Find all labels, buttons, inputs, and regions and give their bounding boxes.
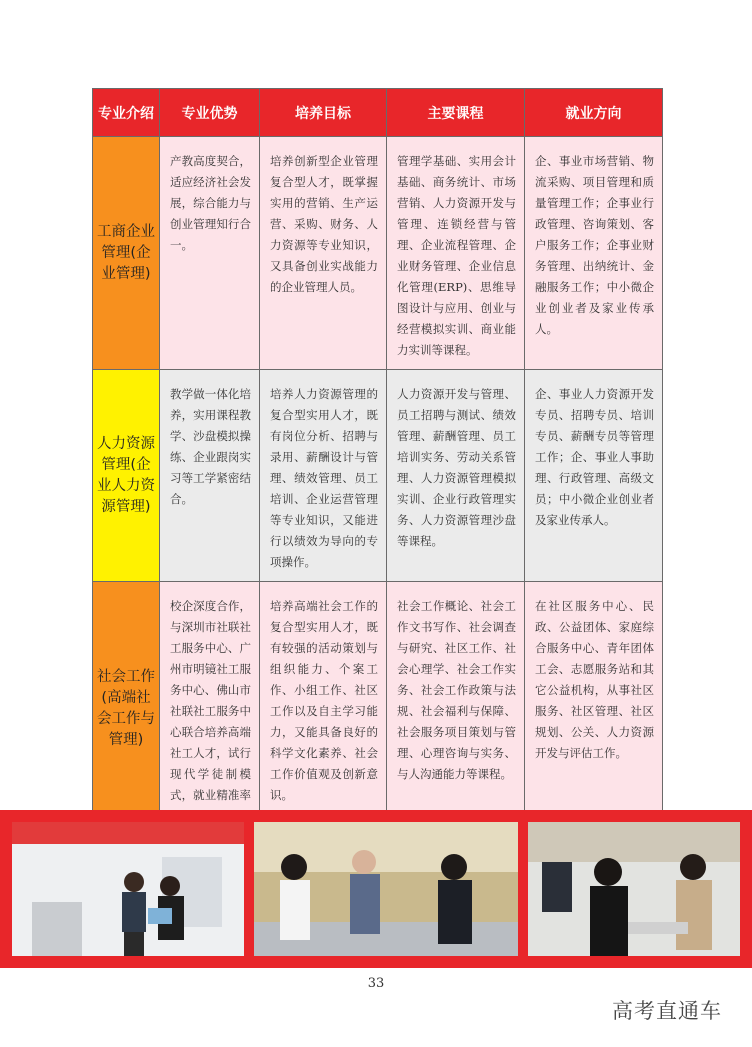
header-cell: 就业方向 bbox=[525, 89, 663, 137]
majors-table bbox=[92, 88, 663, 836]
advantage-text: 校企深度合作，与深圳市社联社工服务中心、广州市明镜社工服务中心、佛山市社联社工服务中心联合培养高端社工人才，试行现代学徒制模式，就业精准率 bbox=[170, 599, 251, 802]
table-header-row bbox=[93, 89, 663, 137]
courses-text: 人力资源开发与管理、员工招聘与测试、绩效管理、薪酬管理、员工培训实务、劳动关系管理、人力资源管理模拟实训、企业行政管理实务、人力资源管理沙盘等课程。 bbox=[397, 387, 516, 548]
header-cell: 专业介绍 bbox=[93, 89, 160, 137]
courses-text: 社会工作概论、社会工作文书写作、社会调查与研究、社区工作、社会心理学、社会工作实务、社会工作政策与法规、社会福利与保障、社会服务项目策划与管理、心理咨询与实务、与人沟通能力等课程。 bbox=[397, 599, 516, 781]
major-name: 人力资源管理(企业人力资源管理) bbox=[93, 370, 160, 582]
photo-meeting bbox=[254, 822, 518, 956]
goal-text: 培养创新型企业管理复合型人才，既掌握实用的营销、生产运营、采购、财务、人力资源等专业知识，又具备创业实战能力的企业管理人员。 bbox=[270, 154, 378, 294]
header-cell: 专业优势 bbox=[160, 89, 260, 137]
advantage-text: 产教高度契合，适应经济社会发展，综合能力与创业管理知行合一。 bbox=[170, 154, 251, 252]
photo-consulting bbox=[528, 822, 740, 956]
career-text: 在社区服务中心、民政、公益团体、家庭综合服务中心、青年团体工会、志愿服务站和其它公益机构，从事社区服务、社区管理、社区规划、公关、人力资源开发与评估工作。 bbox=[535, 599, 654, 760]
photo-classroom bbox=[12, 822, 244, 956]
table-row bbox=[93, 370, 663, 582]
page-number: 33 bbox=[367, 976, 385, 991]
photo-strip bbox=[0, 810, 752, 968]
career-text: 企、事业人力资源开发专员、招聘专员、培训专员、薪酬专员等管理工作；企、事业人事助理、行政管理、高级文员；中小微企业创业者及家业传承人。 bbox=[535, 387, 654, 527]
watermark-text: 高考直通车 bbox=[612, 999, 722, 1023]
advantage-text: 教学做一体化培养，实用课程教学、沙盘模拟操练、企业跟岗实习等工学紧密结合。 bbox=[170, 387, 251, 506]
goal-text: 培养高端社会工作的复合型实用人才，既有较强的活动策划与组织能力、个案工作、小组工作、社区工作以及自主学习能力，又能具备良好的科学文化素养、社会工作价值观及创新意识。 bbox=[270, 599, 378, 802]
courses-text: 管理学基础、实用会计基础、商务统计、市场营销、人力资源开发与管理、连锁经营与管理、企业流程管理、企业财务管理、企业信息化管理(ERP)、思维导图设计与应用、创业与经营模拟实训、商业能力实训等课程。 bbox=[397, 154, 516, 357]
goal-text: 培养人力资源管理的复合型实用人才，既有岗位分析、招聘与录用、薪酬设计与管理、绩效管理、员工培训、企业运营管理等专业知识，又能进行以绩效为导向的专项操作。 bbox=[270, 387, 378, 569]
table-row bbox=[93, 137, 663, 370]
header-cell: 主要课程 bbox=[387, 89, 525, 137]
table-row bbox=[93, 582, 663, 836]
major-name: 工商企业管理(企业管理) bbox=[93, 137, 160, 370]
career-text: 企、事业市场营销、物流采购、项目管理和质量管理工作；企事业行政管理、咨询策划、客户服务工作；企事业财务管理、出纳统计、金融服务工作；中小微企业创业者及家业传承人。 bbox=[535, 154, 654, 336]
header-cell: 培养目标 bbox=[260, 89, 387, 137]
major-name: 社会工作(高端社会工作与管理) bbox=[93, 582, 160, 836]
